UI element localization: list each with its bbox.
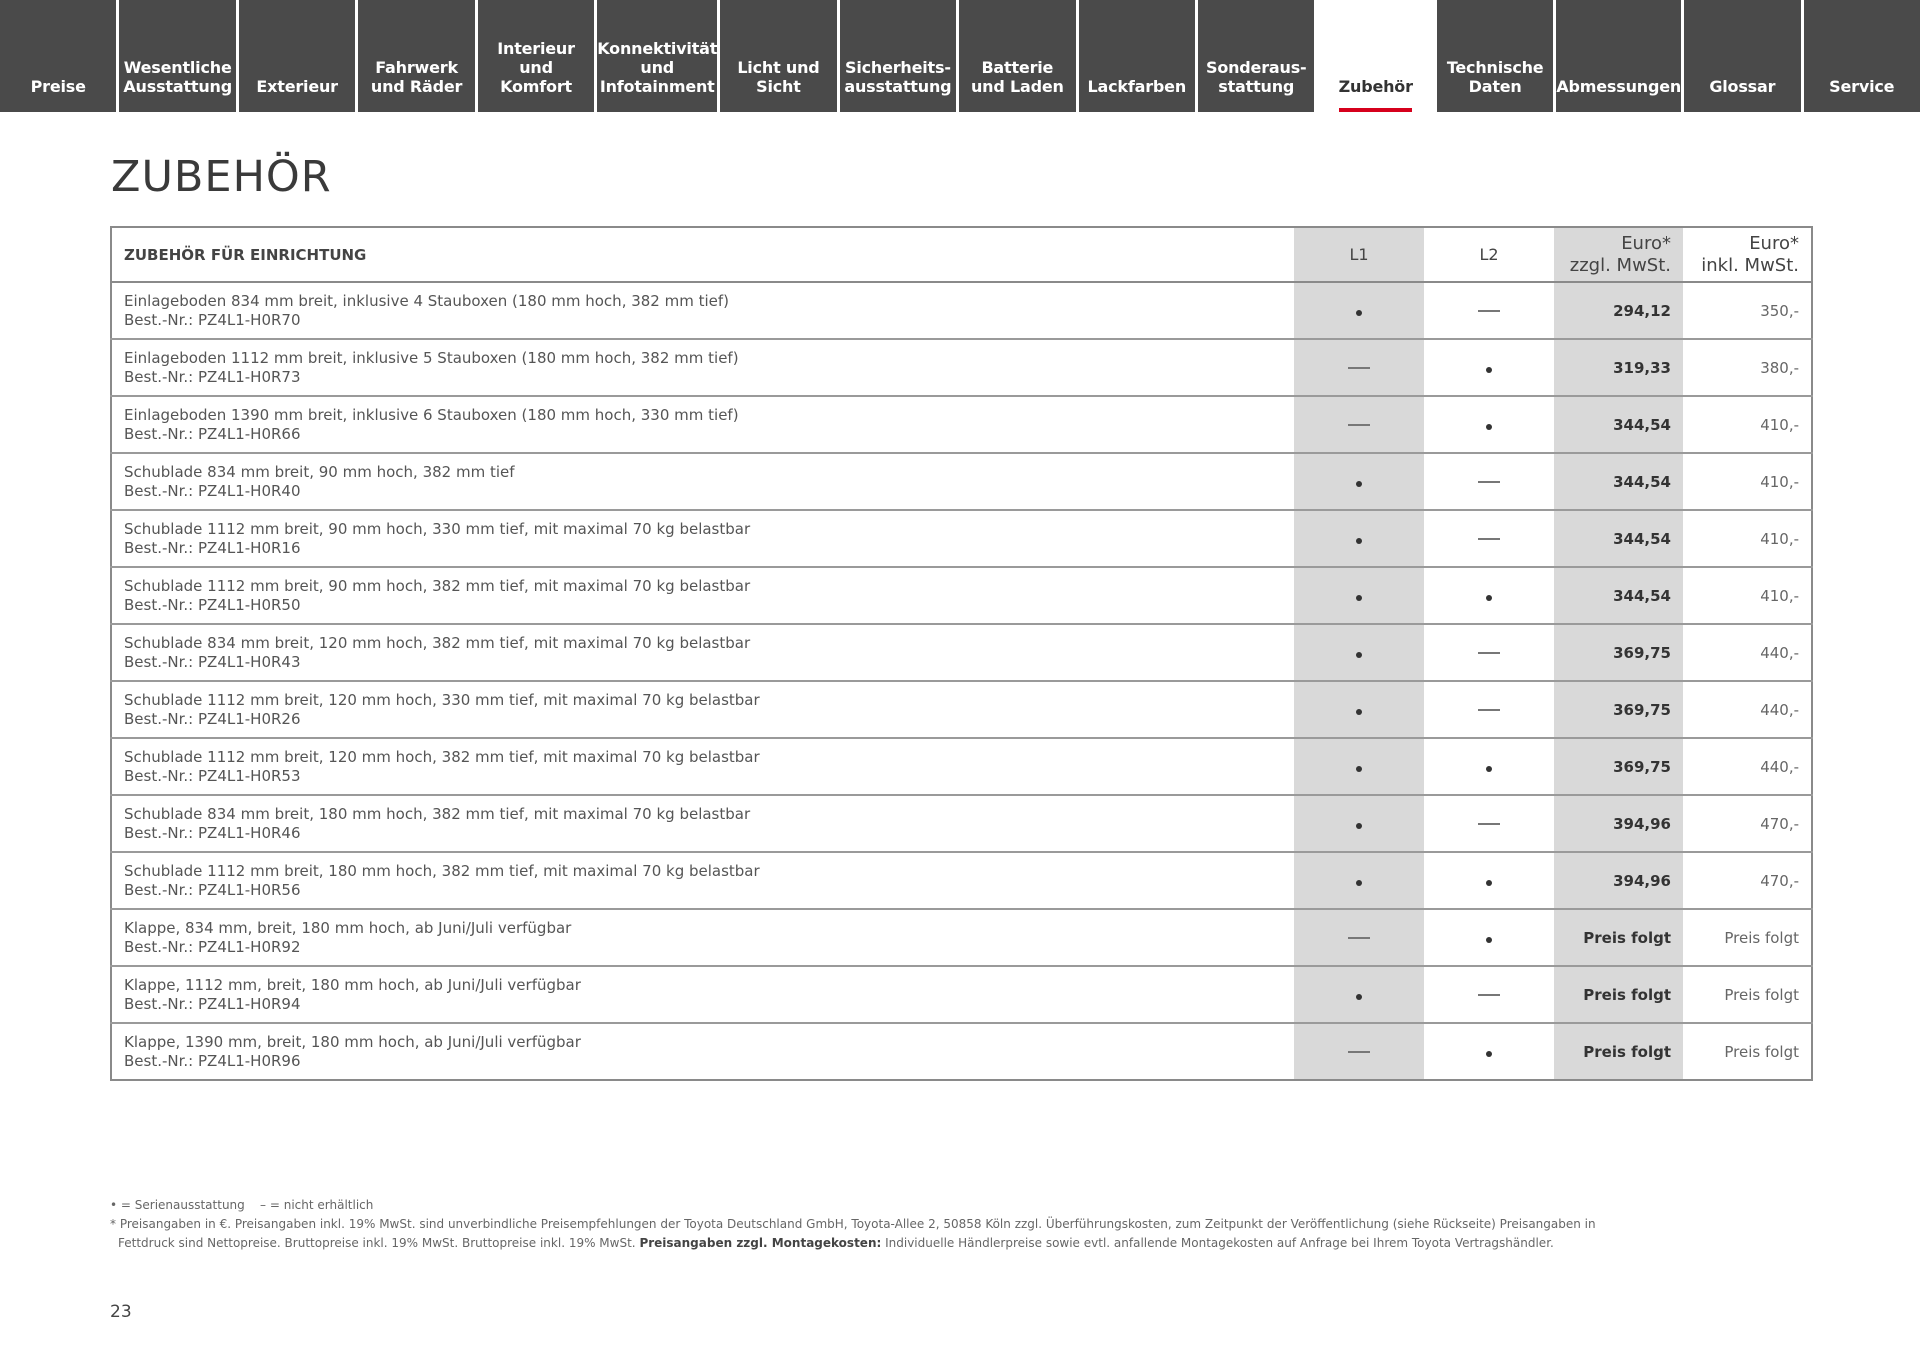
table-row [111, 396, 1812, 453]
row-price-net: 394,96 [1554, 852, 1683, 909]
tab-batterie-und-laden[interactable]: Batterie und Laden [959, 0, 1075, 112]
table-row [111, 624, 1812, 681]
row-l2-availability [1424, 909, 1554, 966]
item-part-number: Best.-Nr.: PZ4L1-H0R16 [124, 538, 301, 557]
tab-exterieur[interactable]: Exterieur [239, 0, 355, 112]
top-navigation [0, 0, 1920, 112]
row-price-gross: Preis folgt [1683, 909, 1812, 966]
item-part-number: Best.-Nr.: PZ4L1-H0R96 [124, 1051, 301, 1070]
standard-dot-icon [1356, 310, 1362, 316]
row-description [111, 510, 1294, 567]
row-price-net: 369,75 [1554, 738, 1683, 795]
item-description: Schublade 1112 mm breit, 90 mm hoch, 382 mm tief, mit maximal 70 kg belastbar [124, 576, 751, 595]
item-description: Einlageboden 1390 mm breit, inklusive 6 Stauboxen (180 mm hoch, 330 mm tief) [124, 405, 739, 424]
row-description [111, 909, 1294, 966]
tab-abmessungen[interactable]: Abmessungen [1556, 0, 1681, 112]
item-part-number: Best.-Nr.: PZ4L1-H0R40 [124, 481, 301, 500]
tab-preise[interactable]: Preise [0, 0, 116, 112]
not-available-dash-icon [1478, 709, 1500, 711]
row-l2-availability [1424, 966, 1554, 1023]
table-row [111, 738, 1812, 795]
standard-dot-icon [1356, 538, 1362, 544]
row-l2-availability [1424, 852, 1554, 909]
row-description [111, 339, 1294, 396]
item-part-number: Best.-Nr.: PZ4L1-H0R70 [124, 310, 301, 329]
row-l1-availability [1294, 510, 1424, 567]
table-row [111, 282, 1812, 339]
price-note [110, 1215, 1810, 1253]
row-l1-availability [1294, 681, 1424, 738]
item-part-number: Best.-Nr.: PZ4L1-H0R66 [124, 424, 301, 443]
row-price-gross: Preis folgt [1683, 966, 1812, 1023]
row-l1-availability [1294, 282, 1424, 339]
row-description [111, 1023, 1294, 1080]
row-price-net: Preis folgt [1554, 909, 1683, 966]
row-price-net: 394,96 [1554, 795, 1683, 852]
row-description [111, 567, 1294, 624]
row-l1-availability [1294, 567, 1424, 624]
table-row [111, 453, 1812, 510]
row-l2-availability [1424, 1023, 1554, 1080]
item-description: Einlageboden 1112 mm breit, inklusive 5 Stauboxen (180 mm hoch, 382 mm tief) [124, 348, 739, 367]
standard-dot-icon [1356, 994, 1362, 1000]
tab-fahrwerk-und-räder[interactable]: Fahrwerk und Räder [358, 0, 474, 112]
not-available-dash-icon [1348, 424, 1370, 426]
item-part-number: Best.-Nr.: PZ4L1-H0R53 [124, 766, 301, 785]
page-number: 23 [110, 1302, 132, 1322]
tab-sicherheits-ausstattung[interactable]: Sicherheits- ausstattung [840, 0, 956, 112]
not-available-dash-icon [1478, 310, 1500, 312]
item-description: Klappe, 834 mm, breit, 180 mm hoch, ab Juni/Juli verfügbar [124, 918, 572, 937]
not-available-dash-icon [1478, 823, 1500, 825]
row-l2-availability [1424, 567, 1554, 624]
not-available-dash-icon [1348, 937, 1370, 939]
tab-wesentliche-ausstattung[interactable]: Wesentliche Ausstattung [119, 0, 235, 112]
item-description: Schublade 834 mm breit, 180 mm hoch, 382 mm tief, mit maximal 70 kg belastbar [124, 804, 751, 823]
row-description [111, 282, 1294, 339]
price-note-line2-start: Fettdruck sind Nettopreise. Bruttopreise inkl. 19% MwSt. Bruttopreise inkl. 19% MwSt. [118, 1236, 640, 1250]
standard-dot-icon [1486, 937, 1492, 943]
row-l1-availability [1294, 852, 1424, 909]
item-description: Klappe, 1390 mm, breit, 180 mm hoch, ab Juni/Juli verfügbar [124, 1032, 581, 1051]
standard-dot-icon [1486, 367, 1492, 373]
row-price-gross: 440,- [1683, 624, 1812, 681]
item-description: Schublade 1112 mm breit, 120 mm hoch, 382 mm tief, mit maximal 70 kg belastbar [124, 747, 760, 766]
row-price-net: 344,54 [1554, 453, 1683, 510]
item-description: Einlageboden 834 mm breit, inklusive 4 Stauboxen (180 mm hoch, 382 mm tief) [124, 291, 730, 310]
row-l2-availability [1424, 681, 1554, 738]
row-l2-availability [1424, 453, 1554, 510]
item-description: Klappe, 1112 mm, breit, 180 mm hoch, ab Juni/Juli verfügbar [124, 975, 581, 994]
row-l1-availability [1294, 738, 1424, 795]
item-part-number: Best.-Nr.: PZ4L1-H0R26 [124, 709, 301, 728]
row-price-net: Preis folgt [1554, 1023, 1683, 1080]
tab-interieur-und-komfort[interactable]: Interieur und Komfort [478, 0, 594, 112]
row-description [111, 795, 1294, 852]
not-available-dash-icon [1348, 367, 1370, 369]
table-row [111, 567, 1812, 624]
item-part-number: Best.-Nr.: PZ4L1-H0R73 [124, 367, 301, 386]
row-l1-availability [1294, 795, 1424, 852]
standard-dot-icon [1486, 880, 1492, 886]
row-l1-availability [1294, 909, 1424, 966]
row-description [111, 852, 1294, 909]
row-price-net: 369,75 [1554, 681, 1683, 738]
row-l1-availability [1294, 339, 1424, 396]
item-description: Schublade 1112 mm breit, 90 mm hoch, 330 mm tief, mit maximal 70 kg belastbar [124, 519, 751, 538]
row-price-gross: 410,- [1683, 510, 1812, 567]
tab-konnektivität-und-infotainment[interactable]: Konnektivität und Infotainment [597, 0, 717, 112]
row-l1-availability [1294, 453, 1424, 510]
row-price-net: 369,75 [1554, 624, 1683, 681]
header-l2: L2 [1424, 227, 1554, 282]
row-l2-availability [1424, 339, 1554, 396]
tab-technische-daten[interactable]: Technische Daten [1437, 0, 1553, 112]
item-part-number: Best.-Nr.: PZ4L1-H0R43 [124, 652, 301, 671]
row-price-gross: 440,- [1683, 738, 1812, 795]
standard-dot-icon [1356, 652, 1362, 658]
price-note-line1: * Preisangaben in €. Preisangaben inkl. 19% MwSt. sind unverbindliche Preisempfehlungen der Toyota Deutschland GmbH, Toyota-Allee 2, 50858 Köln zzgl. Überführungskosten, zum Zeitpunkt der Veröffentlichung (siehe Rückseite) Preisangaben in [110, 1217, 1596, 1231]
item-description: Schublade 1112 mm breit, 120 mm hoch, 330 mm tief, mit maximal 70 kg belastbar [124, 690, 760, 709]
row-l1-availability [1294, 624, 1424, 681]
standard-dot-icon [1356, 481, 1362, 487]
not-available-dash-icon [1478, 994, 1500, 996]
row-l2-availability [1424, 282, 1554, 339]
table-header-row [111, 227, 1812, 282]
row-price-gross: 470,- [1683, 795, 1812, 852]
row-price-net: 344,54 [1554, 567, 1683, 624]
header-description: ZUBEHÖR FÜR EINRICHTUNG [111, 227, 1294, 282]
legend-note: • = Serienausstattung – = nicht erhältlich [110, 1198, 374, 1212]
price-note-line2-end: Individuelle Händlerpreise sowie evtl. anfallende Montagekosten auf Anfrage bei Ihrem Toyota Vertragshändler. [881, 1236, 1554, 1250]
page-title: ZUBEHÖR [111, 152, 332, 202]
price-note-line2-bold: Preisangaben zzgl. Montagekosten: [639, 1236, 882, 1250]
row-price-net: 294,12 [1554, 282, 1683, 339]
item-description: Schublade 834 mm breit, 90 mm hoch, 382 mm tief [124, 462, 515, 481]
row-description [111, 453, 1294, 510]
item-part-number: Best.-Nr.: PZ4L1-H0R94 [124, 994, 301, 1013]
tab-glossar[interactable]: Glossar [1684, 0, 1800, 112]
row-l1-availability [1294, 396, 1424, 453]
row-price-net: 344,54 [1554, 396, 1683, 453]
standard-dot-icon [1486, 1051, 1492, 1057]
row-price-gross: Preis folgt [1683, 1023, 1812, 1080]
row-price-net: 344,54 [1554, 510, 1683, 567]
accessories-table [110, 226, 1813, 1081]
item-part-number: Best.-Nr.: PZ4L1-H0R56 [124, 880, 301, 899]
standard-dot-icon [1356, 823, 1362, 829]
standard-dot-icon [1486, 424, 1492, 430]
tab-licht-und-sicht[interactable]: Licht und Sicht [720, 0, 836, 112]
header-l1: L1 [1294, 227, 1424, 282]
header-price-gross: Euro* inkl. MwSt. [1683, 227, 1812, 282]
not-available-dash-icon [1478, 481, 1500, 483]
standard-dot-icon [1356, 766, 1362, 772]
row-price-net: Preis folgt [1554, 966, 1683, 1023]
row-price-gross: 470,- [1683, 852, 1812, 909]
standard-dot-icon [1486, 595, 1492, 601]
not-available-dash-icon [1478, 538, 1500, 540]
row-price-gross: 410,- [1683, 396, 1812, 453]
item-description: Schublade 1112 mm breit, 180 mm hoch, 382 mm tief, mit maximal 70 kg belastbar [124, 861, 760, 880]
standard-dot-icon [1356, 709, 1362, 715]
standard-dot-icon [1486, 766, 1492, 772]
row-price-gross: 410,- [1683, 567, 1812, 624]
standard-dot-icon [1356, 595, 1362, 601]
item-part-number: Best.-Nr.: PZ4L1-H0R92 [124, 937, 301, 956]
row-description [111, 966, 1294, 1023]
not-available-dash-icon [1478, 652, 1500, 654]
item-part-number: Best.-Nr.: PZ4L1-H0R50 [124, 595, 301, 614]
row-price-gross: 410,- [1683, 453, 1812, 510]
table-row [111, 510, 1812, 567]
row-l2-availability [1424, 510, 1554, 567]
header-price-net: Euro* zzgl. MwSt. [1554, 227, 1683, 282]
item-description: Schublade 834 mm breit, 120 mm hoch, 382 mm tief, mit maximal 70 kg belastbar [124, 633, 751, 652]
standard-dot-icon [1356, 880, 1362, 886]
tab-zubehör[interactable]: Zubehör [1317, 0, 1433, 112]
row-description [111, 681, 1294, 738]
row-price-gross: 350,- [1683, 282, 1812, 339]
table-row [111, 795, 1812, 852]
tab-sonderaus-stattung[interactable]: Sonderaus- stattung [1198, 0, 1314, 112]
row-l2-availability [1424, 738, 1554, 795]
not-available-dash-icon [1348, 1051, 1370, 1053]
row-description [111, 738, 1294, 795]
table-row [111, 852, 1812, 909]
table-row [111, 966, 1812, 1023]
tab-service[interactable]: Service [1804, 0, 1920, 112]
table-row [111, 1023, 1812, 1080]
row-price-net: 319,33 [1554, 339, 1683, 396]
row-price-gross: 440,- [1683, 681, 1812, 738]
footnotes [110, 1196, 1810, 1253]
table-row [111, 339, 1812, 396]
item-part-number: Best.-Nr.: PZ4L1-H0R46 [124, 823, 301, 842]
row-l1-availability [1294, 966, 1424, 1023]
table-row [111, 909, 1812, 966]
row-description [111, 396, 1294, 453]
row-l2-availability [1424, 624, 1554, 681]
row-price-gross: 380,- [1683, 339, 1812, 396]
tab-lackfarben[interactable]: Lackfarben [1079, 0, 1195, 112]
row-l1-availability [1294, 1023, 1424, 1080]
row-description [111, 624, 1294, 681]
row-l2-availability [1424, 396, 1554, 453]
row-l2-availability [1424, 795, 1554, 852]
table-row [111, 681, 1812, 738]
